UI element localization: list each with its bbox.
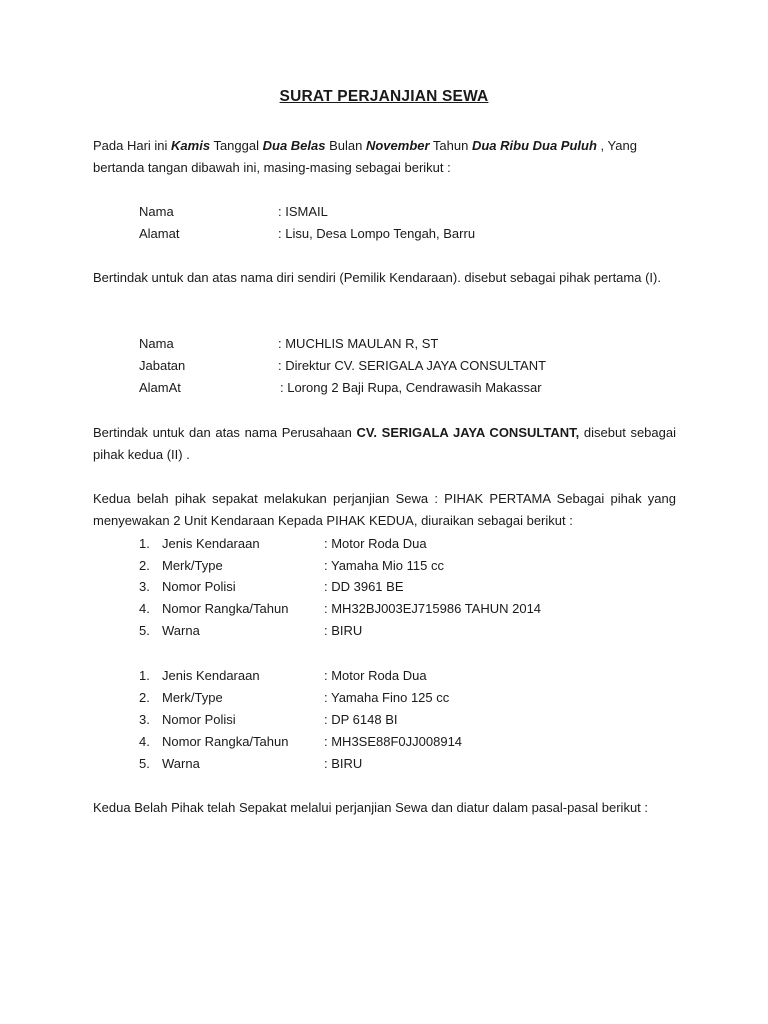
- list-label: Merk/Type: [162, 558, 223, 573]
- list-number: 4.: [139, 734, 150, 749]
- party2-name-value: : MUCHLIS MAULAN R, ST: [278, 336, 439, 351]
- party2-position-label: Jabatan: [139, 358, 186, 373]
- list-label: Jenis Kendaraan: [162, 536, 260, 551]
- list-label: Nomor Polisi: [162, 712, 236, 727]
- party1-address-label: Alamat: [139, 226, 180, 241]
- party2-address-label: AlamAt: [139, 380, 181, 395]
- list-item: [0, 710, 768, 730]
- party1-name-value: : ISMAIL: [278, 204, 328, 219]
- list-label: Nomor Rangka/Tahun: [162, 601, 289, 616]
- document-title: SURAT PERJANJIAN SEWA: [279, 88, 489, 105]
- list-number: 2.: [139, 690, 150, 705]
- list-label: Nomor Polisi: [162, 579, 236, 594]
- party1-statement: Bertindak untuk dan atas nama diri sendiri (Pemilik Kendaraan). disebut sebagai pihak pertama (I).: [93, 270, 661, 285]
- list-value: : BIRU: [324, 756, 363, 771]
- list-item: [0, 599, 768, 619]
- list-label: Warna: [162, 756, 200, 771]
- list-number: 4.: [139, 601, 150, 616]
- list-item: [0, 688, 768, 708]
- intro-month: November: [365, 138, 430, 153]
- party2-statement-text-2: disebut sebagai pihak kedua (II) .: [93, 425, 676, 462]
- intro-year: Dua Ribu Dua Puluh: [471, 138, 597, 153]
- list-value: : MH32BJ003EJ715986 TAHUN 2014: [324, 601, 542, 616]
- party2-statement-text-1: Bertindak untuk dan atas nama Perusahaan: [93, 425, 357, 440]
- list-number: 5.: [139, 623, 150, 638]
- list-value: : Yamaha Mio 115 cc: [324, 558, 444, 573]
- list-value: : Yamaha Fino 125 cc: [324, 690, 450, 705]
- intro-text-4: Tahun: [429, 138, 472, 153]
- list-item: [0, 577, 768, 597]
- party2-name-row: [0, 334, 768, 354]
- closing-paragraph: Kedua Belah Pihak telah Sepakat melalui perjanjian Sewa dan diatur dalam pasal-pasal berikut :: [93, 800, 649, 815]
- party2-position-value: : Direktur CV. SERIGALA JAYA CONSULTANT: [278, 358, 547, 373]
- party1-address-value: : Lisu, Desa Lompo Tengah, Barru: [278, 226, 476, 241]
- party1-name-label: Nama: [139, 204, 174, 219]
- list-value: : BIRU: [324, 623, 363, 638]
- party2-address-value: : Lorong 2 Baji Rupa, Cendrawasih Makassar: [280, 380, 542, 395]
- list-number: 2.: [139, 558, 150, 573]
- agreement-paragraph: Kedua belah pihak sepakat melakukan perjanjian Sewa : PIHAK PERTAMA Sebagai pihak yang menyewakan 2 Unit Kendaraan Kepada PIHAK KEDUA, diuraikan sebagai berikut :: [93, 491, 676, 528]
- party1-name-row: [0, 202, 768, 222]
- intro-paragraph: [93, 135, 676, 179]
- party2-company-name: CV. SERIGALA JAYA CONSULTANT,: [356, 425, 580, 440]
- list-label: Warna: [162, 623, 200, 638]
- list-number: 3.: [139, 579, 150, 594]
- list-item: [0, 556, 768, 576]
- list-item: [0, 534, 768, 554]
- intro-text-3: Bulan: [325, 138, 366, 153]
- list-value: : MH3SE88F0JJ008914: [324, 734, 463, 749]
- party2-name-label: Nama: [139, 336, 174, 351]
- list-item: [0, 754, 768, 774]
- list-value: : Motor Roda Dua: [324, 668, 427, 683]
- list-label: Merk/Type: [162, 690, 223, 705]
- list-number: 1.: [139, 536, 150, 551]
- list-value: : DD 3961 BE: [324, 579, 404, 594]
- party1-address-row: [0, 224, 768, 244]
- list-item: [0, 732, 768, 752]
- intro-text-5: , Yang bertanda tangan dibawah ini, masing-masing sebagai berikut :: [93, 138, 637, 175]
- intro-text-1: Pada Hari ini: [93, 138, 172, 153]
- list-item: [0, 666, 768, 686]
- party2-address-row: [0, 378, 768, 398]
- list-value: : DP 6148 BI: [324, 712, 398, 727]
- list-label: Nomor Rangka/Tahun: [162, 734, 289, 749]
- party2-statement: [93, 422, 676, 466]
- intro-text-2: Tanggal: [210, 138, 263, 153]
- list-number: 1.: [139, 668, 150, 683]
- list-number: 3.: [139, 712, 150, 727]
- intro-date: Dua Belas: [262, 138, 326, 153]
- list-item: [0, 621, 768, 641]
- list-label: Jenis Kendaraan: [162, 668, 260, 683]
- list-number: 5.: [139, 756, 150, 771]
- party2-position-row: [0, 356, 768, 376]
- list-value: : Motor Roda Dua: [324, 536, 427, 551]
- intro-day: Kamis: [171, 138, 211, 153]
